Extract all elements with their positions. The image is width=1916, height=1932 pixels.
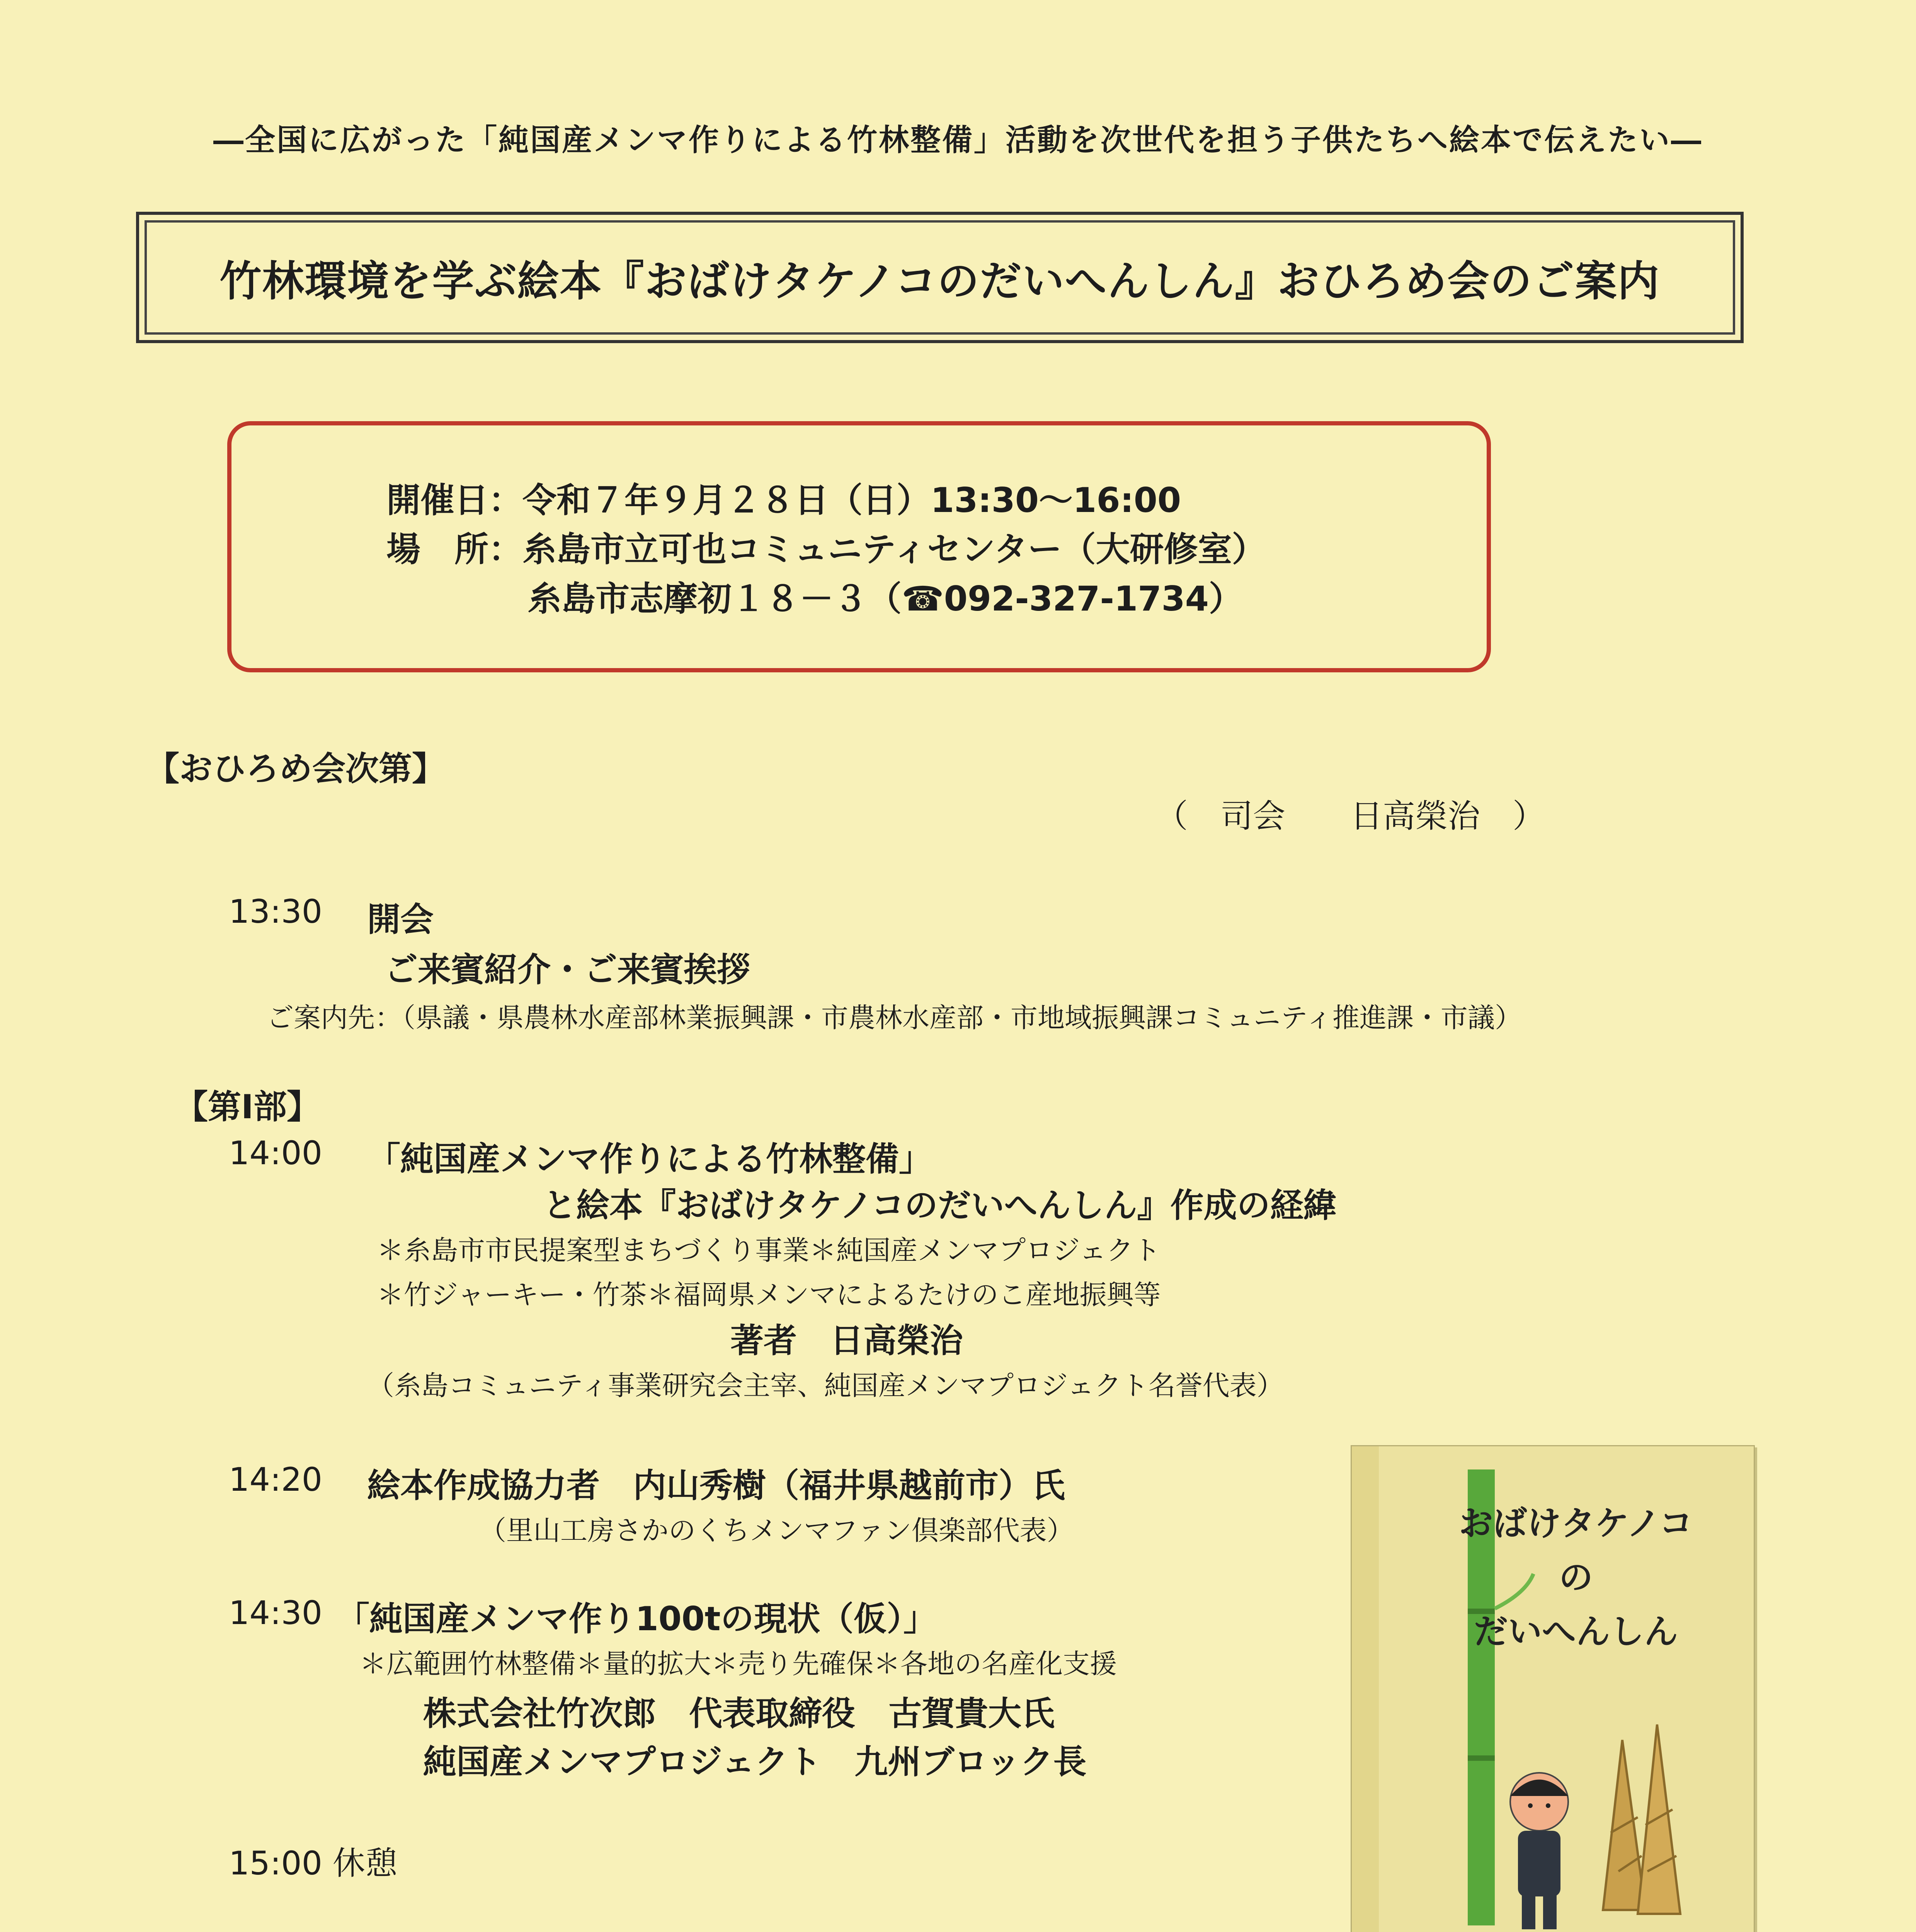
talk1-note-2: ＊竹ジャーキー・竹茶＊福岡県メンマによるたけのこ産地振興等	[377, 1279, 1161, 1311]
title-box	[136, 212, 1744, 343]
talk2-role: （里山工房さかのくちメンマファン倶楽部代表）	[479, 1515, 1074, 1546]
talk3-title: 「純国産メンマ作り100tの現状（仮）」	[336, 1600, 937, 1638]
opening-label: 開会	[367, 900, 434, 939]
program-heading: 【おひろめ会次第】	[146, 750, 445, 788]
talk2-speaker: 絵本作成協力者 内山秀樹（福井県越前市）氏	[367, 1466, 1065, 1505]
tagline: ―全国に広がった「純国産メンマ作りによる竹林整備」活動を次世代を担う子供たちへ絵本で伝えたい―	[213, 122, 1703, 158]
talk3-speaker-1: 株式会社竹次郎 代表取締役 古賀貴大氏	[423, 1694, 1055, 1733]
talk3-speaker-2: 純国産メンマプロジェクト 九州ブロック長	[423, 1743, 1087, 1781]
talk1-title-1: 「純国産メンマ作りによる竹林整備」	[367, 1140, 932, 1179]
talk3-time: 14:30	[229, 1594, 323, 1632]
talk2-time: 14:20	[229, 1461, 323, 1498]
opening-time: 13:30	[229, 893, 323, 930]
book-title-line1: おばけタケノコ	[1459, 1503, 1693, 1543]
talk3-note: ＊広範囲竹林整備＊量的拡大＊売り先確保＊各地の名産化支援	[359, 1648, 1117, 1680]
book-title-line3: だいへんしん	[1474, 1612, 1678, 1651]
event-date: 開催日：令和７年９月２８日（日）13:30～16:00	[386, 480, 1181, 520]
break-line: 15:00 休憩	[229, 1844, 398, 1882]
guest-greeting: ご来賓紹介・ご来賓挨拶	[385, 951, 750, 989]
talk1-title-2: と絵本『おばけタケノコのだいへんしん』作成の経緯	[543, 1186, 1337, 1225]
author: 著者 日高榮治	[730, 1321, 963, 1360]
talk1-time: 14:00	[229, 1134, 323, 1172]
part1-heading: 【第Ⅰ部】	[175, 1088, 320, 1126]
event-address: 糸島市志摩初１８－３（☎092-327-1734）	[527, 579, 1243, 619]
book-cover-image	[1351, 1445, 1755, 1932]
invitee-list: ご案内先：（県議・県農林水産部林業振興課・市農林水産部・市地域振興課コミュニティ推進課・市議）	[267, 1002, 1522, 1034]
talk1-note-1: ＊糸島市市民提案型まちづくり事業＊純国産メンマプロジェクト	[377, 1235, 1160, 1266]
book-cover-illustration	[1352, 1446, 1754, 1932]
event-place: 場 所：糸島市立可也コミュニティセンター（大研修室）	[386, 529, 1266, 569]
page-title: 竹林環境を学ぶ絵本『おばけタケノコのだいへんしん』おひろめ会のご案内	[220, 257, 1660, 306]
author-role: （糸島コミュニティ事業研究会主宰、純国産メンマプロジェクト名誉代表）	[367, 1370, 1284, 1401]
mc-line: （ 司会 日高榮治 ）	[1155, 797, 1545, 835]
book-title-line2: の	[1559, 1558, 1593, 1597]
part2-heading	[175, 1930, 330, 1932]
